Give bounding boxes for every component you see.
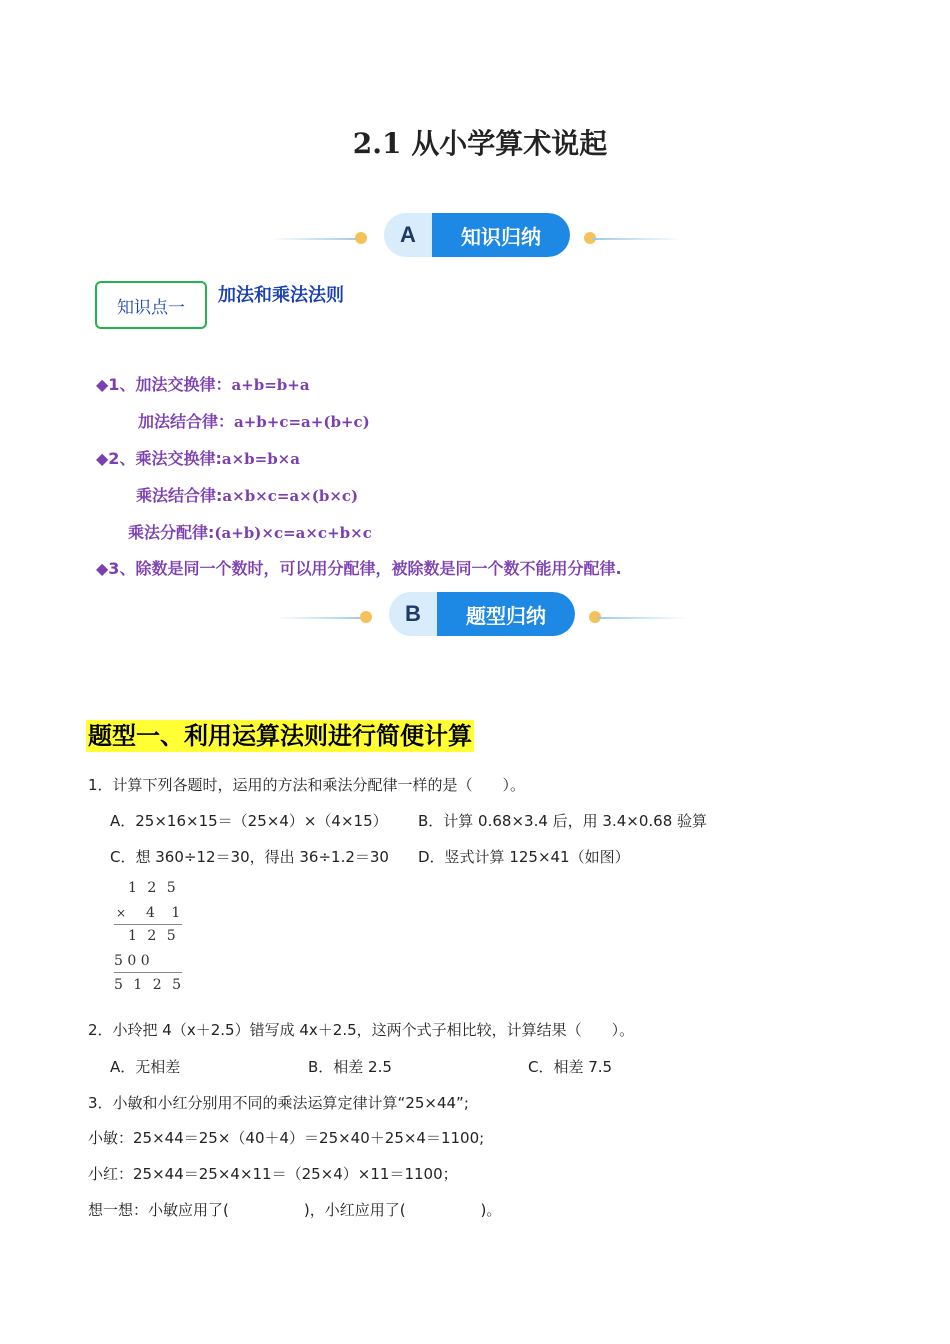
q1-option-b[interactable]: B．计算 0.68×3.4 后，用 3.4×0.68 验算 [418, 812, 708, 830]
section-a-left-dot [355, 232, 367, 244]
law-label: 乘法结合律: [136, 486, 223, 505]
q1-option-a[interactable]: A．25×16×15＝（25×4）×（4×15） [110, 812, 388, 830]
law-label: ◆1、加法交换律： [96, 375, 232, 394]
vm-row-partial-1: 1 2 5 [128, 928, 179, 944]
law-formula: (a+b)×c=a×c+b×c [214, 524, 372, 542]
q1-option-d[interactable]: D．竖式计算 125×41（如图） [418, 848, 630, 866]
law-label: 加法结合律： [138, 412, 235, 431]
q3-xiaomin: 小敏：25×44＝25×（40＋4）＝25×40＋25×4＝1100; [88, 1129, 485, 1147]
q3-think: 想一想：小敏应用了( )，小红应用了( )。 [88, 1201, 502, 1219]
vm-row-multiplier: 4 1 [146, 905, 187, 921]
law-division-note [96, 556, 622, 579]
law-formula: a+b=b+a [231, 376, 310, 394]
law-addition-commutative [96, 372, 310, 395]
section-a-left-line [270, 238, 360, 240]
vm-line-1 [114, 924, 182, 925]
page-title: 2.1 从小学算术说起 [352, 127, 608, 160]
section-a-label: 知识归纳 [432, 213, 570, 257]
q3-stem: 3．小敏和小红分别用不同的乘法运算定律计算“25×44”; [88, 1094, 469, 1112]
law-label: ◆2、乘法交换律: [96, 449, 222, 468]
law-formula: a×b=b×a [221, 450, 300, 468]
law-multiplication-associative [136, 483, 358, 506]
q1-option-c[interactable]: C．想 360÷12＝30，得出 36÷1.2＝30 [110, 848, 389, 866]
q2-option-b[interactable]: B．相差 2.5 [308, 1058, 392, 1076]
vertical-multiplication-figure [108, 876, 188, 996]
type-one-heading: 题型一、利用运算法则进行简便计算 [88, 722, 472, 750]
q2-option-a[interactable]: A．无相差 [110, 1058, 181, 1076]
section-a-letter: A [400, 222, 416, 247]
section-a-header [384, 213, 570, 257]
q2-option-c[interactable]: C．相差 7.5 [528, 1058, 613, 1076]
section-b-left-line [275, 617, 365, 619]
q1-stem: 1．计算下列各题时，运用的方法和乘法分配律一样的是（ ）。 [88, 776, 526, 794]
law-multiplication-commutative [96, 446, 300, 469]
vm-row-product: 5 1 2 5 [114, 977, 184, 993]
section-b-right-line [597, 617, 687, 619]
q2-stem: 2．小玲把 4（x＋2.5）错写成 4x＋2.5，这两个式子相比较，计算结果（ ）。 [88, 1021, 635, 1039]
section-a-right-line [592, 238, 682, 240]
law-addition-associative [138, 409, 370, 432]
section-b-label: 题型归纳 [437, 592, 575, 636]
law-formula: a×b×c=a×(b×c) [222, 487, 359, 505]
knowledge-point-title: 加法和乘法法则 [218, 285, 344, 306]
law-label: ◆3、除数是同一个数时，可以用分配律，被除数是同一个数不能用分配律. [96, 559, 622, 578]
law-formula: a+b+c=a+(b+c) [234, 413, 370, 431]
q3-xiaohong: 小红：25×44＝25×4×11＝（25×4）×11＝1100； [88, 1165, 458, 1183]
section-b-header [389, 592, 575, 636]
vm-times-sign: × [116, 906, 127, 920]
section-b-left-dot [360, 611, 372, 623]
section-b-letter: B [405, 601, 421, 626]
law-label: 乘法分配律: [128, 523, 215, 542]
vm-row-partial-2: 5 0 0 [114, 953, 150, 969]
vm-line-2 [114, 972, 182, 973]
knowledge-point-tag: 知识点一 [95, 281, 207, 329]
law-multiplication-distributive [128, 520, 372, 543]
vm-row-multiplicand: 1 2 5 [128, 880, 179, 896]
